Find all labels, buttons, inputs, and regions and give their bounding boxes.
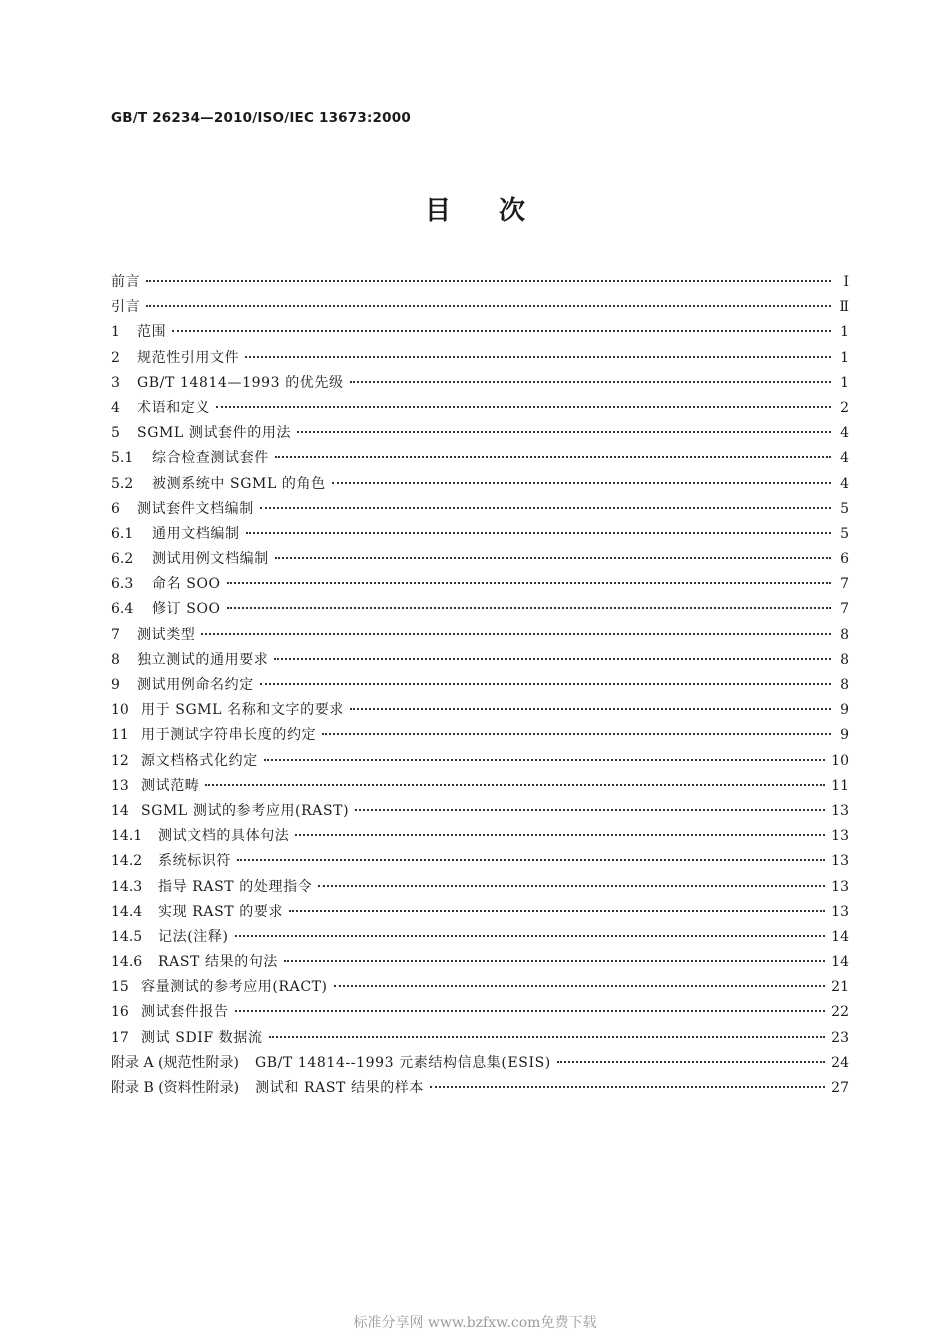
dot-leader — [245, 356, 831, 358]
dot-leader — [227, 607, 831, 609]
toc-entry-title: 术语和定义 — [137, 399, 210, 416]
toc-entry-page: 10 — [831, 752, 849, 769]
toc-entry-title: 测试套件报告 — [141, 1004, 229, 1021]
toc-entry-number: 9 — [111, 677, 120, 693]
dot-leader — [350, 708, 831, 710]
toc-entry-page: 4 — [840, 450, 849, 467]
toc-entry[interactable] — [111, 1026, 849, 1051]
toc-entry-title: 引言 — [111, 299, 141, 316]
toc-entry-number: 1 — [111, 324, 120, 341]
dot-leader — [430, 1086, 825, 1088]
toc-entry-page: 13 — [831, 878, 849, 895]
toc-entry-page: 5 — [840, 500, 849, 517]
dot-leader — [274, 658, 831, 660]
toc-entry-page: 14 — [831, 928, 849, 945]
toc-entry-title: 测试类型 — [137, 626, 196, 643]
dot-leader — [146, 280, 831, 282]
dot-leader — [295, 834, 825, 836]
toc-entry-page: 22 — [831, 1004, 849, 1021]
toc-entry-title: SGML 测试套件的用法 — [137, 425, 292, 442]
dot-leader — [216, 406, 831, 408]
toc-entry-page: 7 — [840, 576, 849, 593]
toc-entry-page: 13 — [831, 828, 849, 845]
toc-entry-title: RAST 结果的句法 — [158, 954, 279, 971]
toc-entry-title: 修订 SOO — [152, 601, 221, 618]
toc-entry-title: 独立测试的通用要求 — [137, 651, 269, 668]
toc-entry[interactable] — [111, 698, 849, 723]
toc-entry[interactable] — [111, 623, 849, 648]
toc-entry-number: 6.4 — [111, 601, 134, 618]
toc-entry[interactable] — [111, 875, 849, 900]
toc-entry-page: 5 — [840, 525, 849, 542]
dot-leader — [322, 733, 831, 735]
toc-entry-title: 用于测试字符串长度的约定 — [141, 727, 317, 744]
toc-entry-title: 前言 — [111, 274, 141, 290]
toc-entry-number: 14.1 — [111, 828, 143, 845]
toc-entry[interactable] — [111, 371, 849, 396]
toc-entry-title: GB/T 14814--1993 元素结构信息集(ESIS) — [254, 1054, 551, 1071]
toc-entry-page: 2 — [840, 399, 849, 416]
toc-entry-annex-b[interactable] — [111, 1076, 849, 1101]
toc-entry-title: 测试用例文档编制 — [152, 551, 269, 568]
toc-entry[interactable] — [111, 749, 849, 774]
toc-entry[interactable] — [111, 421, 849, 446]
toc-entry[interactable] — [111, 723, 849, 748]
toc-entry[interactable] — [111, 497, 849, 522]
toc-entry-number: 7 — [111, 626, 120, 643]
toc-entry-title: 测试文档的具体句法 — [158, 828, 290, 845]
toc-entry-page: 23 — [831, 1029, 849, 1046]
toc-entry-number: 15 — [111, 979, 129, 996]
toc-entry[interactable] — [111, 950, 849, 975]
toc-entry-number: 3 — [111, 374, 120, 391]
toc-entry-title: 通用文档编制 — [152, 525, 240, 542]
toc-entry-number: 14.4 — [111, 903, 143, 920]
toc-entry-page: 11 — [831, 777, 849, 794]
dot-leader — [275, 456, 831, 458]
toc-entry-number: 17 — [111, 1029, 129, 1046]
dot-leader — [172, 330, 831, 332]
dot-leader — [227, 582, 831, 584]
toc-entry-number: 14.2 — [111, 853, 143, 870]
dot-leader — [269, 1036, 826, 1038]
toc-entry-foreword[interactable] — [111, 270, 849, 295]
toc-entry-title: 被测系统中 SGML 的角色 — [152, 475, 326, 492]
toc-entry[interactable] — [111, 799, 849, 824]
toc-entry-title: 规范性引用文件 — [137, 349, 240, 366]
toc-entry[interactable] — [111, 824, 849, 849]
dot-leader — [235, 1010, 826, 1012]
toc-entry[interactable] — [111, 975, 849, 1000]
toc-entry-page: 1 — [840, 374, 849, 391]
toc-entry[interactable] — [111, 597, 849, 622]
toc-entry[interactable] — [111, 648, 849, 673]
toc-entry-title: GB/T 14814—1993 的优先级 — [137, 374, 344, 391]
toc-entry[interactable] — [111, 320, 849, 345]
toc-entry-number: 5.2 — [111, 475, 134, 492]
toc-entry-title: 实现 RAST 的要求 — [158, 903, 284, 920]
toc-entry-number: 6.3 — [111, 576, 134, 593]
toc-entry[interactable] — [111, 547, 849, 572]
dot-leader — [260, 683, 831, 685]
dot-leader — [146, 305, 831, 307]
toc-entry-number: 13 — [111, 777, 129, 794]
toc-entry[interactable] — [111, 849, 849, 874]
toc-entry[interactable] — [111, 925, 849, 950]
toc-entry-title: 范围 — [137, 324, 167, 341]
dot-leader — [355, 809, 825, 811]
toc-entry-title: 测试范畴 — [141, 777, 200, 794]
toc-entry[interactable] — [111, 346, 849, 371]
toc-entry-title: 测试用例命名约定 — [137, 677, 254, 693]
dot-leader — [557, 1061, 825, 1063]
toc-entry-number: 6.2 — [111, 551, 134, 568]
page-title: 目次 — [424, 196, 573, 226]
toc-entry-page: 13 — [831, 802, 849, 819]
dot-leader — [284, 960, 825, 962]
dot-leader — [237, 859, 825, 861]
toc-entry-introduction[interactable] — [111, 295, 849, 320]
toc-entry-title: 用于 SGML 名称和文字的要求 — [141, 702, 344, 719]
toc-entry-number: 10 — [111, 702, 129, 719]
toc-entry-number: 附录 A (规范性附录) — [111, 1054, 239, 1071]
footer-watermark: 标准分享网 www.bzfxw.com免费下载 — [353, 1315, 597, 1331]
toc-entry-page: 9 — [840, 727, 849, 744]
dot-leader — [350, 381, 831, 383]
toc-entry-number: 2 — [111, 349, 120, 366]
toc-entry-page: 1 — [840, 324, 849, 341]
dot-leader — [289, 910, 825, 912]
toc-entry-page: Ⅱ — [839, 299, 849, 316]
toc-entry-number: 6 — [111, 500, 120, 517]
dot-leader — [201, 633, 831, 635]
toc-entry-page: 14 — [831, 954, 849, 971]
toc-entry-page: Ⅰ — [843, 274, 849, 290]
toc-entry[interactable] — [111, 396, 849, 421]
toc-entry-number: 附录 B (资料性附录) — [111, 1080, 240, 1096]
toc-entry-number: 6.1 — [111, 525, 134, 542]
toc-entry-title: 测试套件文档编制 — [137, 500, 254, 517]
dot-leader — [246, 532, 831, 534]
toc-entry-number: 12 — [111, 752, 129, 769]
toc-entry-number: 5 — [111, 425, 120, 442]
dot-leader — [297, 431, 831, 433]
toc-entry-page: 6 — [840, 551, 849, 568]
toc-entry-page: 4 — [840, 475, 849, 492]
dot-leader — [264, 759, 825, 761]
toc-entry-annex-a[interactable] — [111, 1051, 849, 1076]
toc-entry[interactable] — [111, 446, 849, 471]
toc-entry-page: 1 — [840, 349, 849, 366]
standard-code: GB/T 26234—2010/ISO/IEC 13673:2000 — [111, 110, 411, 126]
toc-entry[interactable] — [111, 673, 849, 698]
toc-entry[interactable] — [111, 572, 849, 597]
toc-entry-number: 4 — [111, 399, 120, 416]
dot-leader — [260, 507, 831, 509]
toc-entry-page: 13 — [831, 903, 849, 920]
dot-leader — [205, 784, 825, 786]
table-of-contents — [111, 270, 849, 1101]
toc-entry-page: 13 — [831, 853, 849, 870]
toc-entry-title: 命名 SOO — [152, 576, 221, 593]
toc-entry-title: 系统标识符 — [158, 853, 231, 870]
toc-entry[interactable] — [111, 522, 849, 547]
toc-entry[interactable] — [111, 774, 849, 799]
dot-leader — [235, 935, 826, 937]
toc-entry-title: SGML 测试的参考应用(RAST) — [141, 802, 350, 819]
toc-entry[interactable] — [111, 472, 849, 497]
toc-entry-page: 4 — [840, 425, 849, 442]
toc-entry-title: 指导 RAST 的处理指令 — [158, 878, 313, 895]
toc-entry-title: 源文档格式化约定 — [141, 752, 258, 769]
dot-leader — [332, 482, 831, 484]
toc-entry-number: 14.6 — [111, 954, 143, 971]
toc-entry-title: 容量测试的参考应用(RACT) — [141, 979, 328, 996]
toc-entry-page: 8 — [840, 651, 849, 668]
toc-entry-title: 综合检查测试套件 — [152, 450, 269, 467]
toc-entry-page: 21 — [831, 979, 849, 996]
toc-entry[interactable] — [111, 900, 849, 925]
toc-entry[interactable] — [111, 1000, 849, 1025]
toc-entry-number: 14.3 — [111, 878, 143, 895]
dot-leader — [275, 557, 831, 559]
toc-entry-title: 测试和 RAST 结果的样本 — [255, 1080, 425, 1096]
toc-entry-title: 记法(注释) — [158, 928, 229, 945]
toc-entry-page: 9 — [840, 702, 849, 719]
toc-entry-page: 7 — [840, 601, 849, 618]
toc-entry-number: 8 — [111, 651, 120, 668]
toc-entry-number: 11 — [111, 727, 129, 744]
dot-leader — [318, 885, 825, 887]
toc-entry-number: 5.1 — [111, 450, 134, 467]
toc-entry-page: 27 — [831, 1080, 849, 1096]
toc-entry-number: 14.5 — [111, 928, 143, 945]
toc-entry-title: 测试 SDIF 数据流 — [141, 1029, 263, 1046]
toc-entry-page: 8 — [840, 677, 849, 693]
toc-entry-number: 16 — [111, 1004, 129, 1021]
dot-leader — [334, 985, 826, 987]
toc-entry-number: 14 — [111, 802, 129, 819]
toc-entry-page: 24 — [831, 1054, 849, 1071]
toc-entry-page: 8 — [840, 626, 849, 643]
